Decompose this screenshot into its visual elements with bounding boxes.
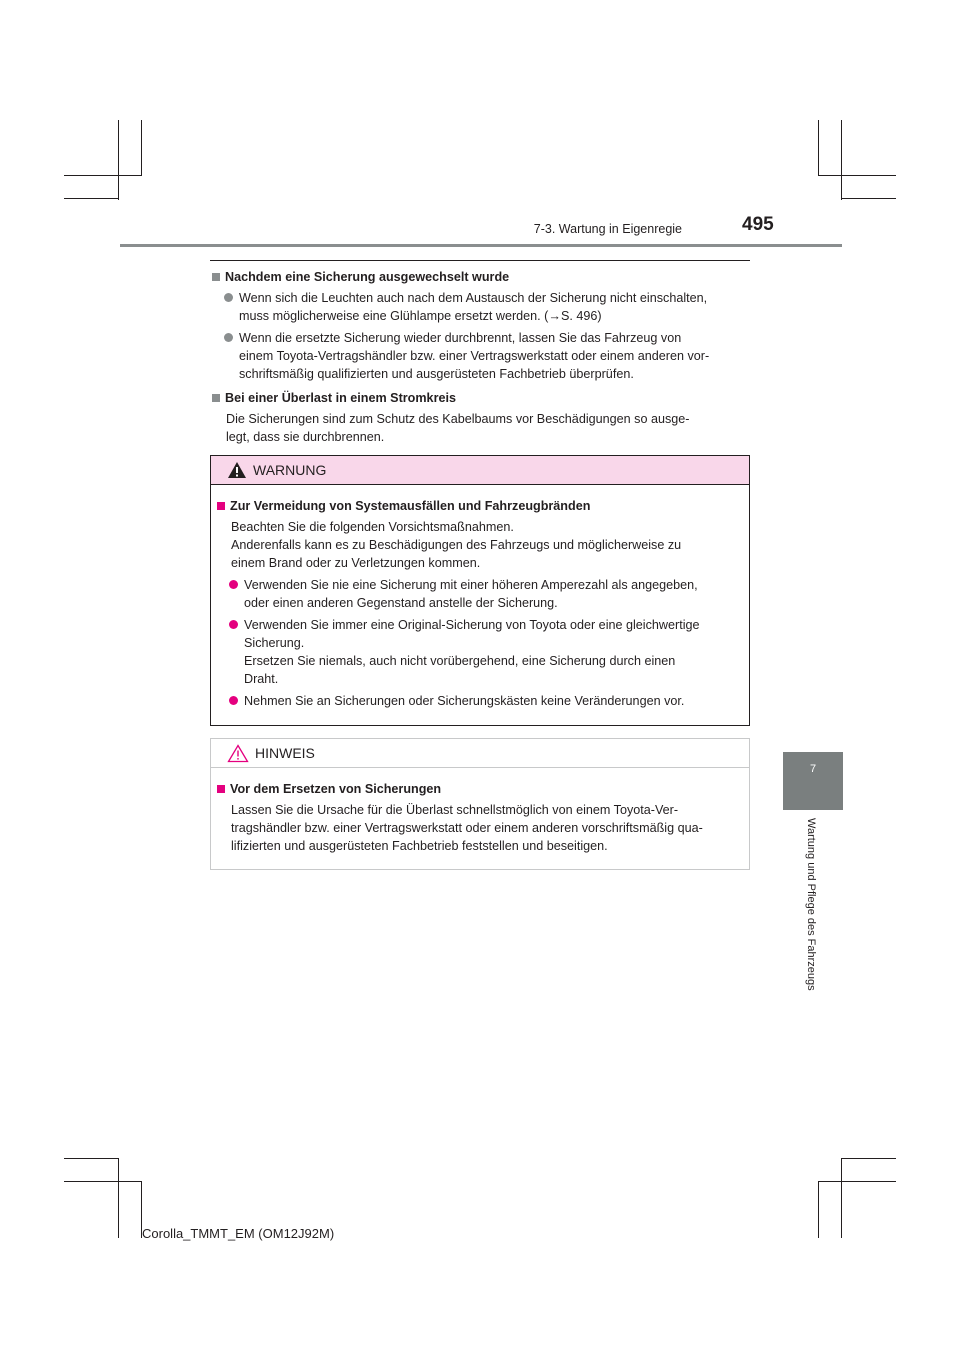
bullet-icon xyxy=(229,696,238,705)
crop-mark xyxy=(141,120,142,175)
chapter-number: 7 xyxy=(809,763,817,775)
crop-mark xyxy=(818,175,896,176)
crop-mark xyxy=(64,1158,119,1159)
note-text: Lassen Sie die Ursache für die Überlast schnellstmöglich von einem Toyota-Ver- tragshändler bzw. einer Vertragswerkstatt oder einem anderen vorschriftsmäßig qua- lifizierten und ausgerüsteten Fachbetrieb feststellen und beseitigen. xyxy=(231,803,703,853)
list-item: Verwenden Sie nie eine Sicherung mit einer höheren Amperezahl als angegeben, oder einen anderen Gegenstand anstelle der Sicherung. xyxy=(229,576,741,612)
header-rule xyxy=(120,244,842,247)
crop-mark xyxy=(841,120,842,200)
warning-title: Zur Vermeidung von Systemausfällen und Fahrzeugbränden xyxy=(217,497,741,515)
crop-mark xyxy=(118,120,119,200)
square-bullet-icon xyxy=(217,785,225,793)
list-item: Nehmen Sie an Sicherungen oder Sicherungskästen keine Veränderungen vor. xyxy=(229,692,741,710)
crop-mark xyxy=(841,1158,896,1159)
bullet-icon xyxy=(229,620,238,629)
chapter-title: Wartung und Pflege des Fahrzeugs xyxy=(805,818,817,991)
crop-mark xyxy=(818,1181,819,1238)
caution-icon xyxy=(227,744,249,763)
content-rule xyxy=(210,260,750,261)
square-bullet-icon xyxy=(217,502,225,510)
crop-mark xyxy=(64,175,142,176)
chapter-tab xyxy=(783,752,843,810)
section-title: Nachdem eine Sicherung ausgewechselt wurde xyxy=(212,268,750,286)
section-title: Bei einer Überlast in einem Stromkreis xyxy=(212,389,750,407)
bullet-icon xyxy=(224,293,233,302)
note-box xyxy=(210,738,750,870)
crop-mark xyxy=(64,198,119,199)
crop-mark xyxy=(818,1181,896,1182)
warning-box xyxy=(210,455,750,726)
header-section-title: 7-3. Wartung in Eigenregie xyxy=(533,222,682,236)
content xyxy=(212,268,750,450)
list-item: Wenn die ersetzte Sicherung wieder durchbrennt, lassen Sie das Fahrzeug von einem Toyota-Vertragshändler bzw. einer Vertragswerkstatt oder einem anderen vor- schriftsmäßig qualifizierten und ausgerüsteten Fachbetrieb überprüfen. xyxy=(224,329,750,383)
note-title: Vor dem Ersetzen von Sicherungen xyxy=(217,780,741,798)
note-body xyxy=(211,768,749,855)
warning-body xyxy=(211,485,749,710)
crop-mark xyxy=(841,198,896,199)
crop-mark xyxy=(118,1158,119,1238)
crop-mark xyxy=(64,1181,142,1182)
list-item: Wenn sich die Leuchten auch nach dem Austausch der Sicherung nicht einschalten, muss möglicherweise eine Glühlampe ersetzt werden. (→S. 496) xyxy=(224,289,750,325)
warning-heading: WARNUNG xyxy=(211,456,749,485)
square-bullet-icon xyxy=(212,273,220,281)
bullet-icon xyxy=(229,580,238,589)
footer-text: Corolla_TMMT_EM (OM12J92M) xyxy=(142,1226,335,1241)
bullet-icon xyxy=(224,333,233,342)
page-number: 495 xyxy=(742,214,774,235)
warning-icon xyxy=(227,461,247,479)
crop-mark xyxy=(818,120,819,175)
list-item: Verwenden Sie immer eine Original-Sicherung von Toyota oder eine gleichwertige Sicherung. Ersetzen Sie niemals, auch nicht vorübergehend, eine Sicherung durch einen Draht. xyxy=(229,616,741,688)
section-text: Die Sicherungen sind zum Schutz des Kabelbaums vor Beschädigungen so ausge- legt, dass sie durchbrennen. xyxy=(226,412,690,444)
note-heading: HINWEIS xyxy=(211,739,749,768)
square-bullet-icon xyxy=(212,394,220,402)
crop-mark xyxy=(841,1158,842,1238)
warning-text: Beachten Sie die folgenden Vorsichtsmaßnahmen. Anderenfalls kann es zu Beschädigungen des Fahrzeugs und möglicherweise zu einem Brand oder zu Verletzungen kommen. xyxy=(231,520,682,570)
